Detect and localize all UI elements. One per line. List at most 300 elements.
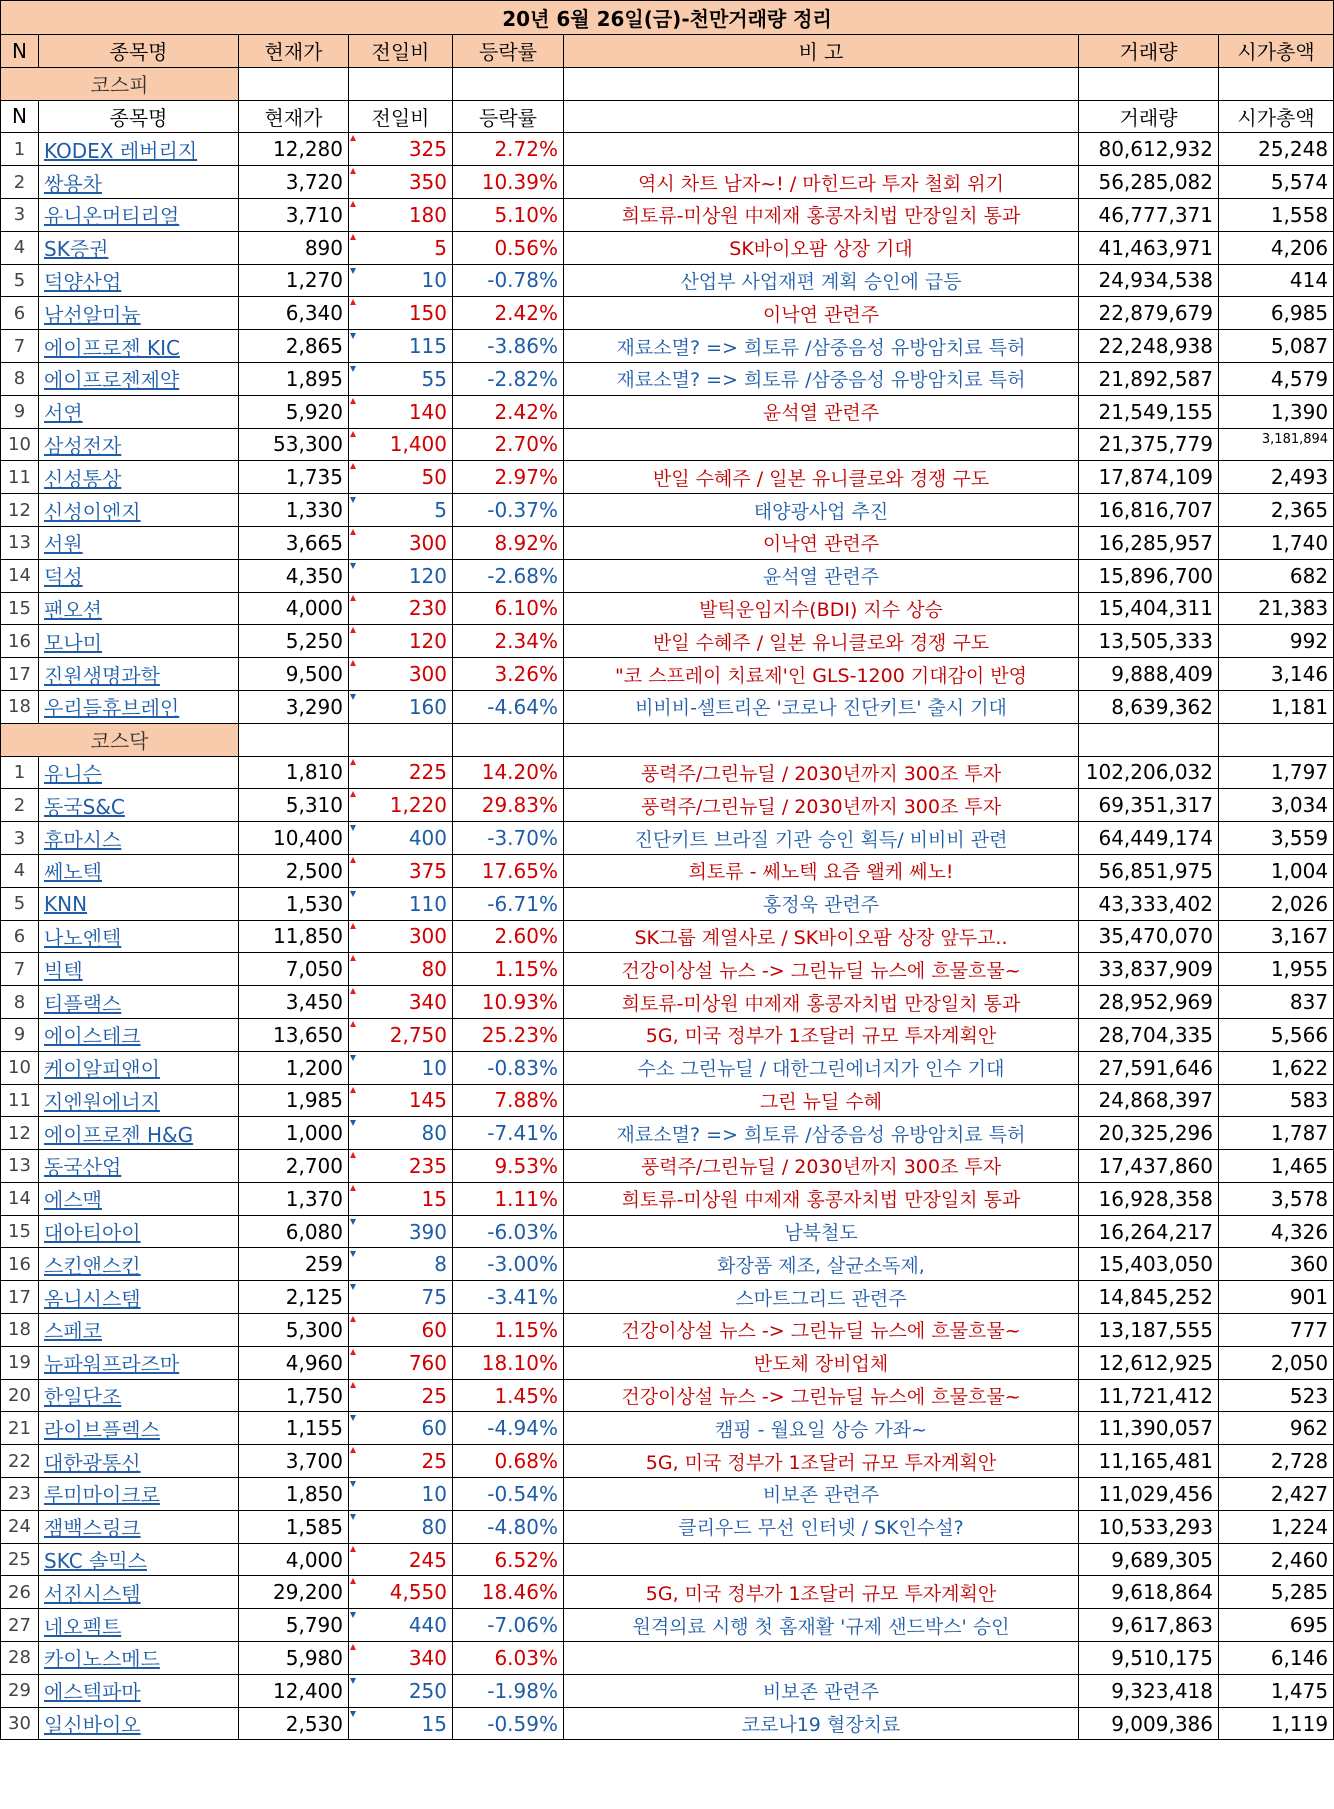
table-row [1,494,1334,527]
volume: 15,403,050 [1079,1248,1219,1281]
change-cell [349,1674,453,1707]
empty-cell [564,723,1079,756]
change-value: 80 [421,957,447,982]
stock-name-cell [39,1445,239,1478]
table-row [1,1445,1334,1478]
note: 그린 뉴딜 수혜 [564,1084,1079,1117]
stock-name-link[interactable]: 라이브플렉스 [44,1417,160,1442]
market-cap: 3,181,894 [1219,428,1334,461]
empty-cell [453,723,564,756]
up-triangle-icon [350,431,356,437]
volume: 16,816,707 [1079,494,1219,527]
stock-name-link[interactable]: 쎄노텍 [44,860,102,885]
row-number: 12 [1,494,39,527]
current-price: 1,750 [239,1379,349,1412]
market-cap: 2,026 [1219,887,1334,920]
volume: 11,721,412 [1079,1379,1219,1412]
change-rate: 17.65% [453,854,564,887]
stock-name-cell [39,854,239,887]
stock-name-cell [39,1084,239,1117]
current-price: 3,710 [239,198,349,231]
table-row [1,428,1334,461]
down-triangle-icon [350,1251,356,1257]
row-number: 19 [1,1346,39,1379]
stock-name-cell [39,330,239,363]
change-value: 230 [408,596,447,621]
stock-name-link[interactable]: 남선알미늄 [44,302,141,327]
stock-name-link[interactable]: 휴마시스 [44,827,122,852]
volume: 21,375,779 [1079,428,1219,461]
stock-name-link[interactable]: 서원 [44,532,83,557]
market-cap: 3,034 [1219,789,1334,822]
volume: 15,404,311 [1079,592,1219,625]
note: "코 스프레이 치료제'인 GLS-1200 기대감이 반영 [564,658,1079,691]
change-cell [349,953,453,986]
stock-name-link[interactable]: KNN [44,891,88,916]
row-number: 13 [1,526,39,559]
market-cap: 360 [1219,1248,1334,1281]
stock-name-link[interactable]: 잼백스링크 [44,1516,141,1541]
up-triangle-icon [350,1152,356,1158]
market-cap: 414 [1219,264,1334,297]
volume: 22,879,679 [1079,297,1219,330]
up-triangle-icon [350,529,356,535]
stock-name-link[interactable]: KODEX 레버리지 [44,138,198,163]
stock-name-cell [39,986,239,1019]
stock-name-cell [39,1379,239,1412]
stock-name-link[interactable]: 유니슨 [44,761,102,786]
stock-name-link[interactable]: SK증권 [44,237,109,262]
stock-name-link[interactable]: 케이알피앤이 [44,1057,160,1082]
row-number: 10 [1,1051,39,1084]
note: 윤석열 관련주 [564,395,1079,428]
header-n: N [1,35,39,68]
table-row [1,1642,1334,1675]
current-price: 11,850 [239,920,349,953]
stock-name-cell [39,1510,239,1543]
row-number: 15 [1,1215,39,1248]
stock-name-cell [39,756,239,789]
stock-name-link[interactable]: 지엔원에너지 [44,1089,160,1114]
change-cell [349,1215,453,1248]
table-row [1,690,1334,723]
current-price: 1,985 [239,1084,349,1117]
note: 수소 그린뉴딜 / 대한그린에너지가 인수 기대 [564,1051,1079,1084]
market-cap: 1,475 [1219,1674,1334,1707]
volume: 27,591,646 [1079,1051,1219,1084]
stock-name-cell [39,1314,239,1347]
up-triangle-icon [350,1185,356,1191]
change-rate: -6.71% [453,887,564,920]
volume: 12,612,925 [1079,1346,1219,1379]
change-value: 120 [408,563,447,588]
note: SK바이오팜 상장 기대 [564,231,1079,264]
change-rate: 6.03% [453,1642,564,1675]
market-cap: 2,460 [1219,1543,1334,1576]
row-number: 9 [1,395,39,428]
stock-name-link[interactable]: 스킨앤스킨 [44,1253,141,1278]
row-number: 8 [1,986,39,1019]
table-row [1,166,1334,199]
stock-name-cell [39,1642,239,1675]
note: 5G, 미국 정부가 1조달러 규모 투자계획안 [564,1445,1079,1478]
change-rate: 18.10% [453,1346,564,1379]
stock-name-cell [39,198,239,231]
table-row [1,264,1334,297]
market-cap: 5,087 [1219,330,1334,363]
market-cap: 5,574 [1219,166,1334,199]
up-triangle-icon [350,1447,356,1453]
header-mcap: 시가총액 [1219,35,1334,68]
up-triangle-icon [350,1021,356,1027]
stock-name-link[interactable]: 티플랙스 [44,991,122,1016]
current-price: 3,290 [239,690,349,723]
volume: 28,952,969 [1079,986,1219,1019]
stock-name-link[interactable]: 스페코 [44,1319,102,1344]
market-cap: 962 [1219,1412,1334,1445]
empty-cell [453,67,564,100]
stock-name-link[interactable]: 네오펙트 [44,1614,122,1639]
stock-name-link[interactable]: 옴니시스템 [44,1286,141,1311]
change-cell [349,854,453,887]
table-row [1,658,1334,691]
note: 건강이상설 뉴스 -> 그린뉴딜 뉴스에 흐물흐물~ [564,1379,1079,1412]
stock-name-link[interactable]: 에이프로젠 KIC [44,335,180,360]
current-price: 2,865 [239,330,349,363]
row-number: 7 [1,330,39,363]
stock-name-cell [39,789,239,822]
row-number: 21 [1,1412,39,1445]
change-cell [349,395,453,428]
note: 5G, 미국 정부가 1조달러 규모 투자계획안 [564,1576,1079,1609]
current-price: 1,200 [239,1051,349,1084]
change-cell [349,1084,453,1117]
sub-header-name: 종목명 [39,100,239,133]
stock-name-link[interactable]: 우리들휴브레인 [44,696,180,721]
kospi-section-header [1,67,1334,100]
volume: 41,463,971 [1079,231,1219,264]
stock-name-link[interactable]: 대한광통신 [44,1450,141,1475]
stock-name-link[interactable]: 서진시스템 [44,1581,141,1606]
change-cell [349,1051,453,1084]
market-cap: 682 [1219,559,1334,592]
change-cell [349,822,453,855]
change-value: 15 [421,1186,447,1211]
change-cell [349,625,453,658]
change-rate: -2.82% [453,362,564,395]
current-price: 3,700 [239,1445,349,1478]
stock-name-link[interactable]: 모나미 [44,630,102,655]
table-row [1,362,1334,395]
row-number: 14 [1,559,39,592]
stock-name-link[interactable]: 신성이엔지 [44,499,141,524]
note: 비보존 관련주 [564,1478,1079,1511]
current-price: 10,400 [239,822,349,855]
change-cell [349,428,453,461]
stock-name-link[interactable]: 카이노스메드 [44,1647,160,1672]
stock-name-link[interactable]: 신성통상 [44,466,122,491]
stock-name-cell [39,1707,239,1740]
stock-name-link[interactable]: 동국산업 [44,1155,122,1180]
stock-name-link[interactable]: 팬오션 [44,597,102,622]
stock-name-link[interactable]: 에스맥 [44,1188,102,1213]
up-triangle-icon [350,988,356,994]
note: 윤석열 관련주 [564,559,1079,592]
sub-header-note [564,100,1079,133]
stock-name-link[interactable]: 유니온머티리얼 [44,204,180,229]
change-rate: -4.94% [453,1412,564,1445]
stock-name-cell [39,1018,239,1051]
current-price: 5,250 [239,625,349,658]
note: 희토류-미상원 中제재 홍콩자치법 만장일치 통과 [564,986,1079,1019]
up-triangle-icon [350,234,356,240]
sub-header-mcap: 시가총액 [1219,100,1334,133]
note: 반일 수혜주 / 일본 유니클로와 경쟁 구도 [564,461,1079,494]
market-cap: 777 [1219,1314,1334,1347]
down-triangle-icon [350,694,356,700]
up-triangle-icon [350,1087,356,1093]
table-row [1,1576,1334,1609]
stock-name-link[interactable]: 진원생명과학 [44,663,160,688]
change-value: 300 [408,924,447,949]
volume: 22,248,938 [1079,330,1219,363]
stock-name-link[interactable]: 에이프로젠제약 [44,368,180,393]
current-price: 1,270 [239,264,349,297]
change-value: 8 [434,1252,447,1277]
change-cell [349,1248,453,1281]
change-cell [349,1018,453,1051]
volume: 33,837,909 [1079,953,1219,986]
volume: 17,437,860 [1079,1150,1219,1183]
row-number: 16 [1,625,39,658]
table-row [1,1478,1334,1511]
current-price: 1,850 [239,1478,349,1511]
market-cap: 6,985 [1219,297,1334,330]
change-cell [349,1543,453,1576]
change-rate: 9.53% [453,1150,564,1183]
row-number: 22 [1,1445,39,1478]
change-value: 400 [408,826,447,851]
change-value: 4,550 [389,1580,447,1605]
row-number: 13 [1,1150,39,1183]
row-number: 8 [1,362,39,395]
market-cap: 1,787 [1219,1117,1334,1150]
current-price: 3,665 [239,526,349,559]
change-rate: -6.03% [453,1215,564,1248]
row-number: 17 [1,1281,39,1314]
current-price: 1,895 [239,362,349,395]
current-price: 4,960 [239,1346,349,1379]
change-rate: -2.68% [453,559,564,592]
current-price: 1,530 [239,887,349,920]
change-value: 340 [408,1645,447,1670]
change-cell [349,297,453,330]
note: 희토류-미상원 中제재 홍콩자치법 만장일치 통과 [564,1182,1079,1215]
down-triangle-icon [350,563,356,569]
volume: 21,892,587 [1079,362,1219,395]
row-number: 5 [1,887,39,920]
change-cell [349,1707,453,1740]
change-value: 75 [421,1285,447,1310]
stock-name-link[interactable]: 삼성전자 [44,433,122,458]
stock-name-link[interactable]: 뉴파워프라즈마 [44,1352,180,1377]
up-triangle-icon [350,759,356,765]
table-row [1,1707,1334,1740]
change-rate: -3.41% [453,1281,564,1314]
row-number: 24 [1,1510,39,1543]
stock-name-link[interactable]: 한일단조 [44,1385,122,1410]
stock-name-cell [39,625,239,658]
volume: 24,934,538 [1079,264,1219,297]
note: 스마트그리드 관련주 [564,1281,1079,1314]
empty-cell [349,67,453,100]
stock-name-link[interactable]: 에스텍파마 [44,1680,141,1705]
stock-name-link[interactable]: 나노엔텍 [44,925,122,950]
down-triangle-icon [350,825,356,831]
note [564,1642,1079,1675]
sub-header-row [1,100,1334,133]
change-value: 1,220 [389,793,447,818]
stock-name-link[interactable]: 대아티아이 [44,1221,141,1246]
table-row [1,854,1334,887]
table-row [1,1117,1334,1150]
header-change: 전일비 [349,35,453,68]
up-triangle-icon [350,168,356,174]
volume: 9,888,409 [1079,658,1219,691]
row-number: 14 [1,1182,39,1215]
change-value: 760 [408,1350,447,1375]
current-price: 7,050 [239,953,349,986]
volume: 13,505,333 [1079,625,1219,658]
empty-cell [1219,723,1334,756]
table-row [1,231,1334,264]
change-value: 1,400 [389,432,447,457]
change-rate: 14.20% [453,756,564,789]
volume: 69,351,317 [1079,789,1219,822]
stock-name-cell [39,1674,239,1707]
row-number: 11 [1,1084,39,1117]
change-rate: -7.06% [453,1609,564,1642]
volume: 13,187,555 [1079,1314,1219,1347]
stock-name-link[interactable]: 에이프로젠 H&G [44,1122,194,1147]
stock-name-link[interactable]: 쌍용차 [44,171,102,196]
change-value: 5 [434,498,447,523]
change-rate: 7.88% [453,1084,564,1117]
market-cap: 2,365 [1219,494,1334,527]
change-rate: 5.10% [453,198,564,231]
change-rate: 2.34% [453,625,564,658]
table-row [1,592,1334,625]
change-value: 225 [408,760,447,785]
change-cell [349,559,453,592]
stock-name-cell [39,559,239,592]
change-cell [349,756,453,789]
table-row [1,461,1334,494]
table-row [1,1379,1334,1412]
table-row [1,1674,1334,1707]
change-cell [349,592,453,625]
note: 발틱운임지수(BDI) 지수 상승 [564,592,1079,625]
current-price: 6,340 [239,297,349,330]
market-cap: 583 [1219,1084,1334,1117]
market-cap: 2,728 [1219,1445,1334,1478]
market-cap: 992 [1219,625,1334,658]
change-rate: 2.70% [453,428,564,461]
up-triangle-icon [350,398,356,404]
market-cap: 4,579 [1219,362,1334,395]
change-value: 300 [408,662,447,687]
table-row [1,625,1334,658]
market-cap: 1,622 [1219,1051,1334,1084]
empty-cell [1079,723,1219,756]
change-value: 120 [408,629,447,654]
volume: 20,325,296 [1079,1117,1219,1150]
note: 이낙연 관련주 [564,526,1079,559]
change-value: 110 [408,891,447,916]
stock-name-link[interactable]: 루미마이크로 [44,1483,160,1508]
market-cap: 1,390 [1219,395,1334,428]
row-number: 4 [1,231,39,264]
change-rate: 6.10% [453,592,564,625]
down-triangle-icon [350,1514,356,1520]
current-price: 5,980 [239,1642,349,1675]
header-name: 종목명 [39,35,239,68]
table-row [1,1510,1334,1543]
current-price: 2,530 [239,1707,349,1740]
stock-name-cell [39,592,239,625]
change-value: 150 [408,301,447,326]
up-triangle-icon [350,1644,356,1650]
up-triangle-icon [350,857,356,863]
empty-cell [349,723,453,756]
note: 재료소멸? => 희토류 /삼중음성 유방암치료 특허 [564,1117,1079,1150]
stock-name-link[interactable]: 덕양산업 [44,269,122,294]
table-row [1,887,1334,920]
change-cell [349,658,453,691]
change-cell [349,330,453,363]
change-value: 145 [408,1088,447,1113]
change-cell [349,1510,453,1543]
change-rate: 6.52% [453,1543,564,1576]
stock-name-link[interactable]: 덕성 [44,565,83,590]
stock-name-link[interactable]: 에이스테크 [44,1024,141,1049]
stock-name-link[interactable]: 서연 [44,401,83,426]
row-number: 18 [1,690,39,723]
up-triangle-icon [350,923,356,929]
stock-name-link[interactable]: 일신바이오 [44,1713,141,1738]
down-triangle-icon [350,1219,356,1225]
stock-name-link[interactable]: 동국S&C [44,794,125,819]
change-cell [349,1314,453,1347]
change-cell [349,231,453,264]
stock-name-cell [39,264,239,297]
table-row [1,789,1334,822]
stock-name-link[interactable]: SKC 솔믹스 [44,1549,147,1574]
current-price: 13,650 [239,1018,349,1051]
volume: 8,639,362 [1079,690,1219,723]
note: 홍정욱 관련주 [564,887,1079,920]
header-volume: 거래량 [1079,35,1219,68]
stock-name-link[interactable]: 빅텍 [44,958,83,983]
change-rate: -3.70% [453,822,564,855]
stock-name-cell [39,1051,239,1084]
page-title: 20년 6월 26일(금)-천만거래량 정리 [1,1,1334,35]
stock-name-cell [39,1346,239,1379]
change-rate: 10.93% [453,986,564,1019]
table-row [1,1051,1334,1084]
table-row [1,822,1334,855]
market-cap: 3,167 [1219,920,1334,953]
